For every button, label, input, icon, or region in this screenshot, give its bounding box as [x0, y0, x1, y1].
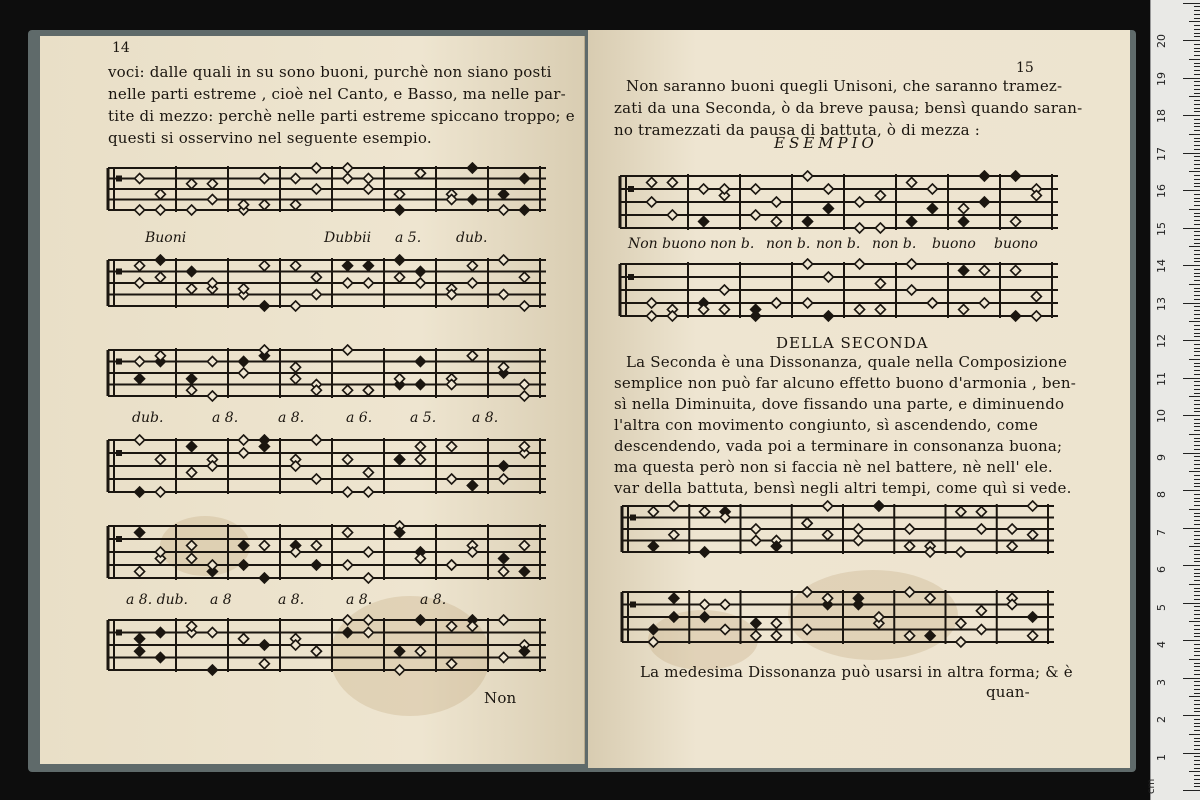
example-label: a 8.	[472, 410, 499, 426]
ruler-tick	[1189, 284, 1200, 285]
ruler-tick	[1194, 81, 1200, 82]
ruler-tick	[1194, 486, 1200, 487]
body-line: La Seconda è una Dissonanza, quale nella Composizione	[626, 353, 1068, 371]
ruler-tick	[1194, 513, 1200, 514]
ruler-tick	[1194, 310, 1200, 311]
ruler-tick	[1194, 258, 1200, 259]
ruler-tick	[1183, 40, 1200, 41]
ruler-tick	[1194, 775, 1200, 776]
ruler-tick	[1194, 580, 1200, 581]
ruler-tick	[1194, 85, 1200, 86]
ruler-tick	[1194, 475, 1200, 476]
body-line: var della battuta, bensì negli altri tempi, come quì si vede.	[614, 479, 1072, 497]
ruler-tick	[1189, 509, 1200, 510]
ruler-number: 7	[1155, 528, 1168, 536]
intro-line: no tramezzati da pausa di battuta, ò di mezza :	[614, 121, 980, 139]
example-label: a 8. dub.	[126, 592, 188, 608]
ruler-tick	[1194, 618, 1200, 619]
body-line: semplice non può far alcuno effetto buono d'armonia , ben-	[614, 374, 1076, 392]
right-page	[588, 30, 1130, 768]
ruler-tick	[1194, 344, 1200, 345]
ruler-tick	[1194, 764, 1200, 765]
ruler-tick	[1194, 89, 1200, 90]
ruler-tick	[1189, 471, 1200, 472]
ruler-tick	[1194, 141, 1200, 142]
ruler-tick	[1183, 153, 1200, 154]
ruler-tick	[1194, 355, 1200, 356]
ruler-tick	[1194, 633, 1200, 634]
ruler-tick	[1194, 550, 1200, 551]
ruler-tick	[1194, 374, 1200, 375]
ruler-tick	[1194, 535, 1200, 536]
example-label: a 5.	[410, 410, 437, 426]
ruler-tick	[1194, 783, 1200, 784]
ruler-tick	[1183, 3, 1200, 4]
ruler-tick	[1194, 318, 1200, 319]
ruler-tick	[1194, 685, 1200, 686]
ruler-tick	[1183, 228, 1200, 229]
ruler-tick	[1194, 213, 1200, 214]
ruler-tick	[1194, 295, 1200, 296]
ruler-tick	[1194, 74, 1200, 75]
example-label: non b.	[816, 236, 861, 252]
ruler-tick	[1194, 768, 1200, 769]
ruler-tick	[1189, 396, 1200, 397]
music-staff	[618, 500, 1058, 560]
ruler-tick	[1189, 771, 1200, 772]
ruler-tick	[1194, 175, 1200, 176]
ruler-number: 13	[1155, 296, 1168, 311]
ruler-unit: cm	[1146, 778, 1157, 794]
music-staff	[618, 586, 1058, 650]
ruler-tick	[1194, 599, 1200, 600]
left-page	[40, 36, 585, 764]
ruler-tick	[1194, 164, 1200, 165]
ruler-tick	[1194, 329, 1200, 330]
ruler-tick	[1194, 51, 1200, 52]
ruler-tick	[1183, 415, 1200, 416]
page-number: 15	[1016, 60, 1034, 76]
intro-line: questi si osservino nel seguente esempio.	[108, 129, 432, 147]
ruler-tick	[1194, 543, 1200, 544]
ruler-tick	[1194, 205, 1200, 206]
ruler-tick	[1194, 100, 1200, 101]
ruler-tick	[1194, 291, 1200, 292]
ruler-tick	[1194, 595, 1200, 596]
example-label: buono	[994, 236, 1038, 252]
ruler-tick	[1194, 160, 1200, 161]
ruler-tick	[1183, 753, 1200, 754]
example-label: non b.	[872, 236, 917, 252]
ruler-tick	[1194, 25, 1200, 26]
ruler-tick	[1183, 78, 1200, 79]
ruler-number: 4	[1155, 641, 1168, 648]
ruler-tick	[1194, 299, 1200, 300]
ruler-tick	[1194, 749, 1200, 750]
body-line: descendendo, vada poi a terminare in consonanza buona;	[614, 437, 1063, 455]
ruler-number: 3	[1155, 678, 1168, 686]
example-label: non b.	[766, 236, 811, 252]
ruler-tick	[1194, 464, 1200, 465]
ruler-tick	[1194, 408, 1200, 409]
ruler-tick	[1194, 33, 1200, 34]
ruler-tick	[1194, 108, 1200, 109]
ruler-tick	[1194, 441, 1200, 442]
ruler-tick	[1194, 216, 1200, 217]
ruler-tick	[1194, 520, 1200, 521]
example-label: a 8.	[278, 410, 305, 426]
ruler-tick	[1189, 21, 1200, 22]
example-label: non b.	[710, 236, 755, 252]
ruler-tick	[1194, 539, 1200, 540]
body-line: l'altra con movimento congiunto, sì ascendendo, come	[614, 416, 1039, 434]
ruler-tick	[1194, 468, 1200, 469]
ruler-tick	[1183, 490, 1200, 491]
ruler-tick	[1194, 235, 1200, 236]
ruler-tick	[1189, 59, 1200, 60]
ruler-tick	[1194, 186, 1200, 187]
ruler-number: 11	[1155, 371, 1168, 386]
catchword: quan-	[986, 683, 1030, 701]
ruler-tick	[1194, 18, 1200, 19]
ruler-tick	[1194, 501, 1200, 502]
ruler-tick	[1189, 546, 1200, 547]
ruler-tick	[1194, 516, 1200, 517]
ruler-tick	[1194, 201, 1200, 202]
example-title: ESEMPIO	[774, 134, 878, 152]
ruler-tick	[1194, 419, 1200, 420]
ruler-tick	[1194, 726, 1200, 727]
ruler-number: 8	[1155, 491, 1168, 498]
closing-line: La medesima Dissonanza può usarsi in altra forma; & è	[640, 663, 1073, 681]
ruler-tick	[1194, 183, 1200, 184]
ruler-tick	[1194, 381, 1200, 382]
ruler-number: 9	[1155, 453, 1168, 461]
ruler-tick	[1194, 730, 1200, 731]
ruler-tick	[1194, 55, 1200, 56]
ruler-tick	[1194, 168, 1200, 169]
ruler-tick	[1194, 280, 1200, 281]
ruler-tick	[1183, 790, 1200, 791]
ruler-tick	[1194, 786, 1200, 787]
ruler-tick	[1194, 430, 1200, 431]
ruler-tick	[1194, 123, 1200, 124]
example-label: a 8.	[346, 592, 373, 608]
ruler-tick	[1194, 348, 1200, 349]
ruler-tick	[1194, 505, 1200, 506]
ruler-tick	[1183, 565, 1200, 566]
ruler-tick	[1194, 693, 1200, 694]
ruler-tick	[1194, 156, 1200, 157]
ruler-tick	[1194, 10, 1200, 11]
intro-line: nelle parti estreme , cioè nel Canto, e Basso, ma nelle par-	[108, 85, 566, 103]
ruler-tick	[1194, 531, 1200, 532]
ruler-tick	[1194, 243, 1200, 244]
ruler-tick	[1194, 14, 1200, 15]
ruler-tick	[1194, 314, 1200, 315]
ruler-number: 1	[1155, 753, 1168, 761]
ruler-tick	[1194, 351, 1200, 352]
example-label: dub.	[132, 410, 164, 426]
ruler-tick	[1194, 63, 1200, 64]
ruler-tick	[1194, 655, 1200, 656]
intro-line: voci: dalle quali in su sono buoni, purchè non siano posti	[108, 63, 552, 81]
ruler-tick	[1194, 363, 1200, 364]
ruler-tick	[1194, 756, 1200, 757]
music-staff	[104, 434, 550, 500]
ruler-tick	[1194, 498, 1200, 499]
ruler-tick	[1183, 115, 1200, 116]
ruler-tick	[1194, 44, 1200, 45]
ruler-tick	[1194, 276, 1200, 277]
ruler-number: 14	[1155, 259, 1168, 273]
ruler-tick	[1194, 666, 1200, 667]
ruler-tick	[1194, 610, 1200, 611]
ruler-tick	[1194, 254, 1200, 255]
ruler-tick	[1194, 779, 1200, 780]
ruler-tick	[1189, 659, 1200, 660]
ruler-number: 17	[1155, 146, 1168, 161]
ruler-number: 6	[1155, 566, 1168, 573]
music-staff	[616, 258, 1062, 324]
ruler-tick	[1194, 741, 1200, 742]
ruler-tick	[1194, 130, 1200, 131]
ruler-tick	[1183, 640, 1200, 641]
ruler-tick	[1194, 288, 1200, 289]
ruler-tick	[1194, 111, 1200, 112]
ruler-tick	[1194, 389, 1200, 390]
ruler-tick	[1194, 651, 1200, 652]
ruler-tick	[1183, 190, 1200, 191]
ruler-tick	[1194, 119, 1200, 120]
ruler-tick	[1189, 321, 1200, 322]
measurement-ruler	[1146, 0, 1200, 800]
ruler-number: 10	[1155, 409, 1168, 423]
ruler-number: 5	[1155, 603, 1168, 611]
ruler-tick	[1194, 333, 1200, 334]
music-staff	[104, 614, 550, 678]
ruler-tick	[1183, 378, 1200, 379]
ruler-tick	[1194, 48, 1200, 49]
ruler-tick	[1194, 591, 1200, 592]
ruler-tick	[1183, 453, 1200, 454]
ruler-tick	[1194, 426, 1200, 427]
ruler-number: 19	[1155, 71, 1168, 86]
ruler-tick	[1194, 29, 1200, 30]
music-staff	[104, 254, 550, 314]
ruler-tick	[1194, 554, 1200, 555]
ruler-number: 15	[1155, 221, 1168, 236]
ruler-tick	[1194, 460, 1200, 461]
example-label: Dubbii	[324, 230, 372, 246]
ruler-tick	[1183, 265, 1200, 266]
ruler-tick	[1194, 681, 1200, 682]
intro-line: tite di mezzo: perchè nelle parti estreme spiccano troppo; e	[108, 107, 575, 125]
music-staff	[104, 162, 550, 218]
ruler-tick	[1183, 340, 1200, 341]
ruler-tick	[1194, 179, 1200, 180]
example-label: Buoni	[145, 230, 187, 246]
ruler-tick	[1194, 438, 1200, 439]
ruler-tick	[1194, 224, 1200, 225]
ruler-tick	[1194, 558, 1200, 559]
ruler-tick	[1194, 606, 1200, 607]
ruler-tick	[1194, 670, 1200, 671]
ruler-tick	[1194, 674, 1200, 675]
ruler-tick	[1189, 584, 1200, 585]
ruler-tick	[1189, 171, 1200, 172]
ruler-number: 16	[1155, 184, 1168, 198]
ruler-tick	[1194, 400, 1200, 401]
ruler-tick	[1194, 719, 1200, 720]
ruler-tick	[1194, 273, 1200, 274]
ruler-tick	[1194, 306, 1200, 307]
ruler-tick	[1194, 704, 1200, 705]
ruler-tick	[1189, 246, 1200, 247]
ruler-tick	[1194, 250, 1200, 251]
ruler-tick	[1194, 393, 1200, 394]
ruler-tick	[1189, 134, 1200, 135]
ruler-tick	[1194, 366, 1200, 367]
ruler-number: 20	[1155, 34, 1168, 48]
ruler-tick	[1183, 303, 1200, 304]
intro-line: Non saranno buoni quegli Unisoni, che saranno tramez-	[626, 77, 1063, 95]
ruler-tick	[1194, 629, 1200, 630]
ruler-tick	[1194, 479, 1200, 480]
music-staff	[104, 520, 550, 586]
example-label: a 8.	[278, 592, 305, 608]
ruler-tick	[1194, 36, 1200, 37]
catchword: Non	[484, 689, 517, 707]
ruler-tick	[1194, 663, 1200, 664]
ruler-tick	[1194, 6, 1200, 7]
ruler-tick	[1194, 411, 1200, 412]
example-label: buono	[932, 236, 976, 252]
ruler-tick	[1194, 494, 1200, 495]
example-label: a 8.	[420, 592, 447, 608]
ruler-tick	[1189, 621, 1200, 622]
intro-line: zati da una Seconda, ò da breve pausa; bensì quando saran-	[614, 99, 1083, 117]
ruler-tick	[1194, 561, 1200, 562]
example-label: a 8	[210, 592, 232, 608]
page-number: 14	[112, 40, 130, 56]
ruler-tick	[1194, 261, 1200, 262]
example-label: dub.	[456, 230, 488, 246]
ruler-tick	[1194, 625, 1200, 626]
ruler-tick	[1194, 636, 1200, 637]
ruler-tick	[1183, 715, 1200, 716]
ruler-tick	[1194, 325, 1200, 326]
ruler-number: 2	[1155, 716, 1168, 723]
ruler-tick	[1194, 104, 1200, 105]
music-staff	[104, 344, 550, 404]
ruler-tick	[1189, 434, 1200, 435]
ruler-tick	[1194, 648, 1200, 649]
ruler-tick	[1194, 588, 1200, 589]
ruler-tick	[1194, 145, 1200, 146]
ruler-tick	[1189, 96, 1200, 97]
ruler-tick	[1194, 66, 1200, 67]
ruler-tick	[1194, 711, 1200, 712]
ruler-tick	[1194, 483, 1200, 484]
ruler-tick	[1189, 359, 1200, 360]
ruler-tick	[1194, 723, 1200, 724]
ruler-tick	[1194, 194, 1200, 195]
ruler-tick	[1194, 138, 1200, 139]
ruler-tick	[1194, 573, 1200, 574]
ruler-tick	[1194, 760, 1200, 761]
ruler-tick	[1194, 445, 1200, 446]
ruler-tick	[1189, 696, 1200, 697]
ruler-tick	[1194, 456, 1200, 457]
ruler-tick	[1194, 524, 1200, 525]
ruler-tick	[1194, 239, 1200, 240]
ruler-tick	[1194, 404, 1200, 405]
ruler-tick	[1194, 198, 1200, 199]
ruler-tick	[1183, 528, 1200, 529]
ruler-tick	[1194, 423, 1200, 424]
ruler-tick	[1194, 708, 1200, 709]
ruler-number: 12	[1155, 334, 1168, 348]
ruler-tick	[1194, 93, 1200, 94]
ruler-tick	[1194, 269, 1200, 270]
ruler-tick	[1194, 149, 1200, 150]
ruler-tick	[1183, 678, 1200, 679]
ruler-tick	[1194, 689, 1200, 690]
ruler-tick	[1183, 603, 1200, 604]
ruler-number: 18	[1155, 109, 1168, 123]
ruler-tick	[1189, 209, 1200, 210]
ruler-tick	[1194, 700, 1200, 701]
ruler-tick	[1194, 385, 1200, 386]
example-label: a 5.	[395, 230, 422, 246]
ruler-tick	[1194, 449, 1200, 450]
ruler-tick	[1194, 569, 1200, 570]
section-heading: DELLA SECONDA	[776, 334, 929, 352]
ruler-tick	[1194, 70, 1200, 71]
ruler-tick	[1194, 614, 1200, 615]
ruler-tick	[1189, 734, 1200, 735]
ruler-tick	[1194, 231, 1200, 232]
example-label: a 8.	[212, 410, 239, 426]
ruler-tick	[1194, 370, 1200, 371]
ruler-tick	[1194, 336, 1200, 337]
music-staff	[616, 170, 1062, 236]
ruler-tick	[1194, 220, 1200, 221]
ruler-tick	[1194, 745, 1200, 746]
body-line: sì nella Diminuita, dove fissando una parte, e diminuendo	[614, 395, 1065, 413]
example-label: a 6.	[346, 410, 373, 426]
example-label: Non buono	[628, 236, 706, 252]
ruler-tick	[1194, 576, 1200, 577]
ruler-tick	[1194, 126, 1200, 127]
body-line: ma questa però non si faccia nè nel battere, nè nell' ele.	[614, 458, 1053, 476]
ruler-tick	[1194, 738, 1200, 739]
ruler-tick	[1194, 644, 1200, 645]
